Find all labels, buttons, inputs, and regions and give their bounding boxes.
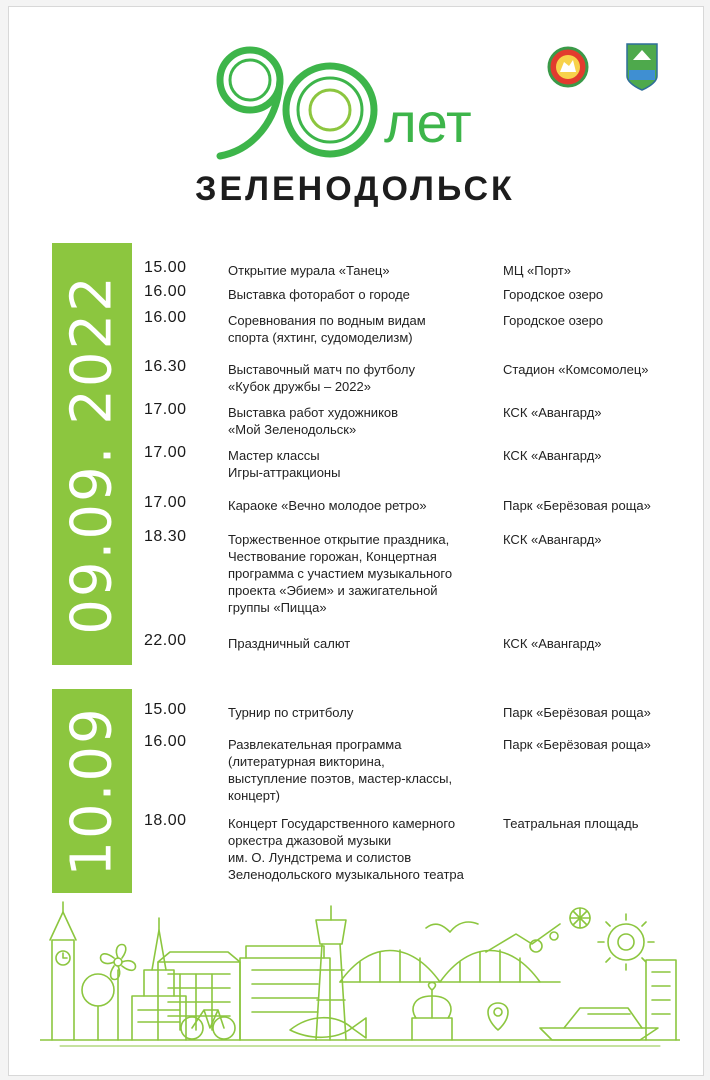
date-day2: 10.09 [59,705,125,877]
event-title: Соревнования по водным видам спорта (яхтинг, судомоделизм) [228,313,426,345]
event-time: 15.00 [144,701,187,718]
event-time: 15.00 [144,259,187,276]
event-title: Развлекательная программа (литературная викторина, выступление поэтов, мастер-классы, концерт) [228,737,453,803]
event-title: Открытие мурала «Танец» [228,263,390,278]
tatarstan-emblem-icon [547,42,589,92]
event-time: 18.00 [144,812,187,829]
event-title: Торжественное открытие праздника, Чествование горожан, Концертная программа с участием музыкального проекта «Эбием» и зажигательной группы «Пицца» [228,532,453,615]
event-time: 16.00 [144,733,187,750]
event-time: 16.30 [144,358,187,375]
event-title: Концерт Государственного камерного оркестра джазовой музыки им. О. Лундстрема и солистов Зеленодольского музыкального театра [228,816,464,882]
event-venue: Стадион «Комсомолец» [503,362,649,377]
event-venue: Городское озеро [503,287,604,302]
event-title: Выставка фоторабот о городе [228,287,410,302]
anniversary-logo [212,42,512,162]
event-venue: Театральная площадь [503,816,639,831]
event-title: Караоке «Вечно молодое ретро» [228,498,427,513]
logo-let-text: лет [384,91,472,154]
event-venue: Парк «Берёзовая роща» [503,705,651,720]
event-title: Выставочный матч по футболу «Кубок дружбы – 2022» [228,362,416,394]
event-time: 22.00 [144,632,187,649]
event-time: 17.00 [144,444,187,461]
event-title: Турнир по стритболу [228,705,354,720]
event-time: 17.00 [144,494,187,511]
event-venue: КСК «Авангард» [503,448,602,463]
event-title: Мастер классы Игры-аттракционы [228,448,341,480]
event-title: Праздничный салют [228,636,351,651]
event-venue: Парк «Берёзовая роща» [503,737,651,752]
event-venue: КСК «Авангард» [503,636,602,651]
city-skyline-illustration [40,900,680,1050]
event-venue: Парк «Берёзовая роща» [503,498,651,513]
date-day1: 09.09. 2022 [59,273,125,635]
event-time: 18.30 [144,528,187,545]
event-venue: КСК «Авангард» [503,532,602,547]
date-bar-day2 [52,689,132,893]
event-venue: МЦ «Порт» [503,263,571,278]
city-name: ЗЕЛЕНОДОЛЬСК [195,170,515,208]
zelenodolsk-emblem-icon [625,42,659,92]
event-time: 17.00 [144,401,187,418]
event-venue: КСК «Авангард» [503,405,602,420]
event-time: 16.00 [144,283,187,300]
date-bar-day1 [52,243,132,665]
event-title: Выставка работ художников «Мой Зеленодольск» [228,405,399,437]
event-venue: Городское озеро [503,313,604,328]
event-time: 16.00 [144,309,187,326]
